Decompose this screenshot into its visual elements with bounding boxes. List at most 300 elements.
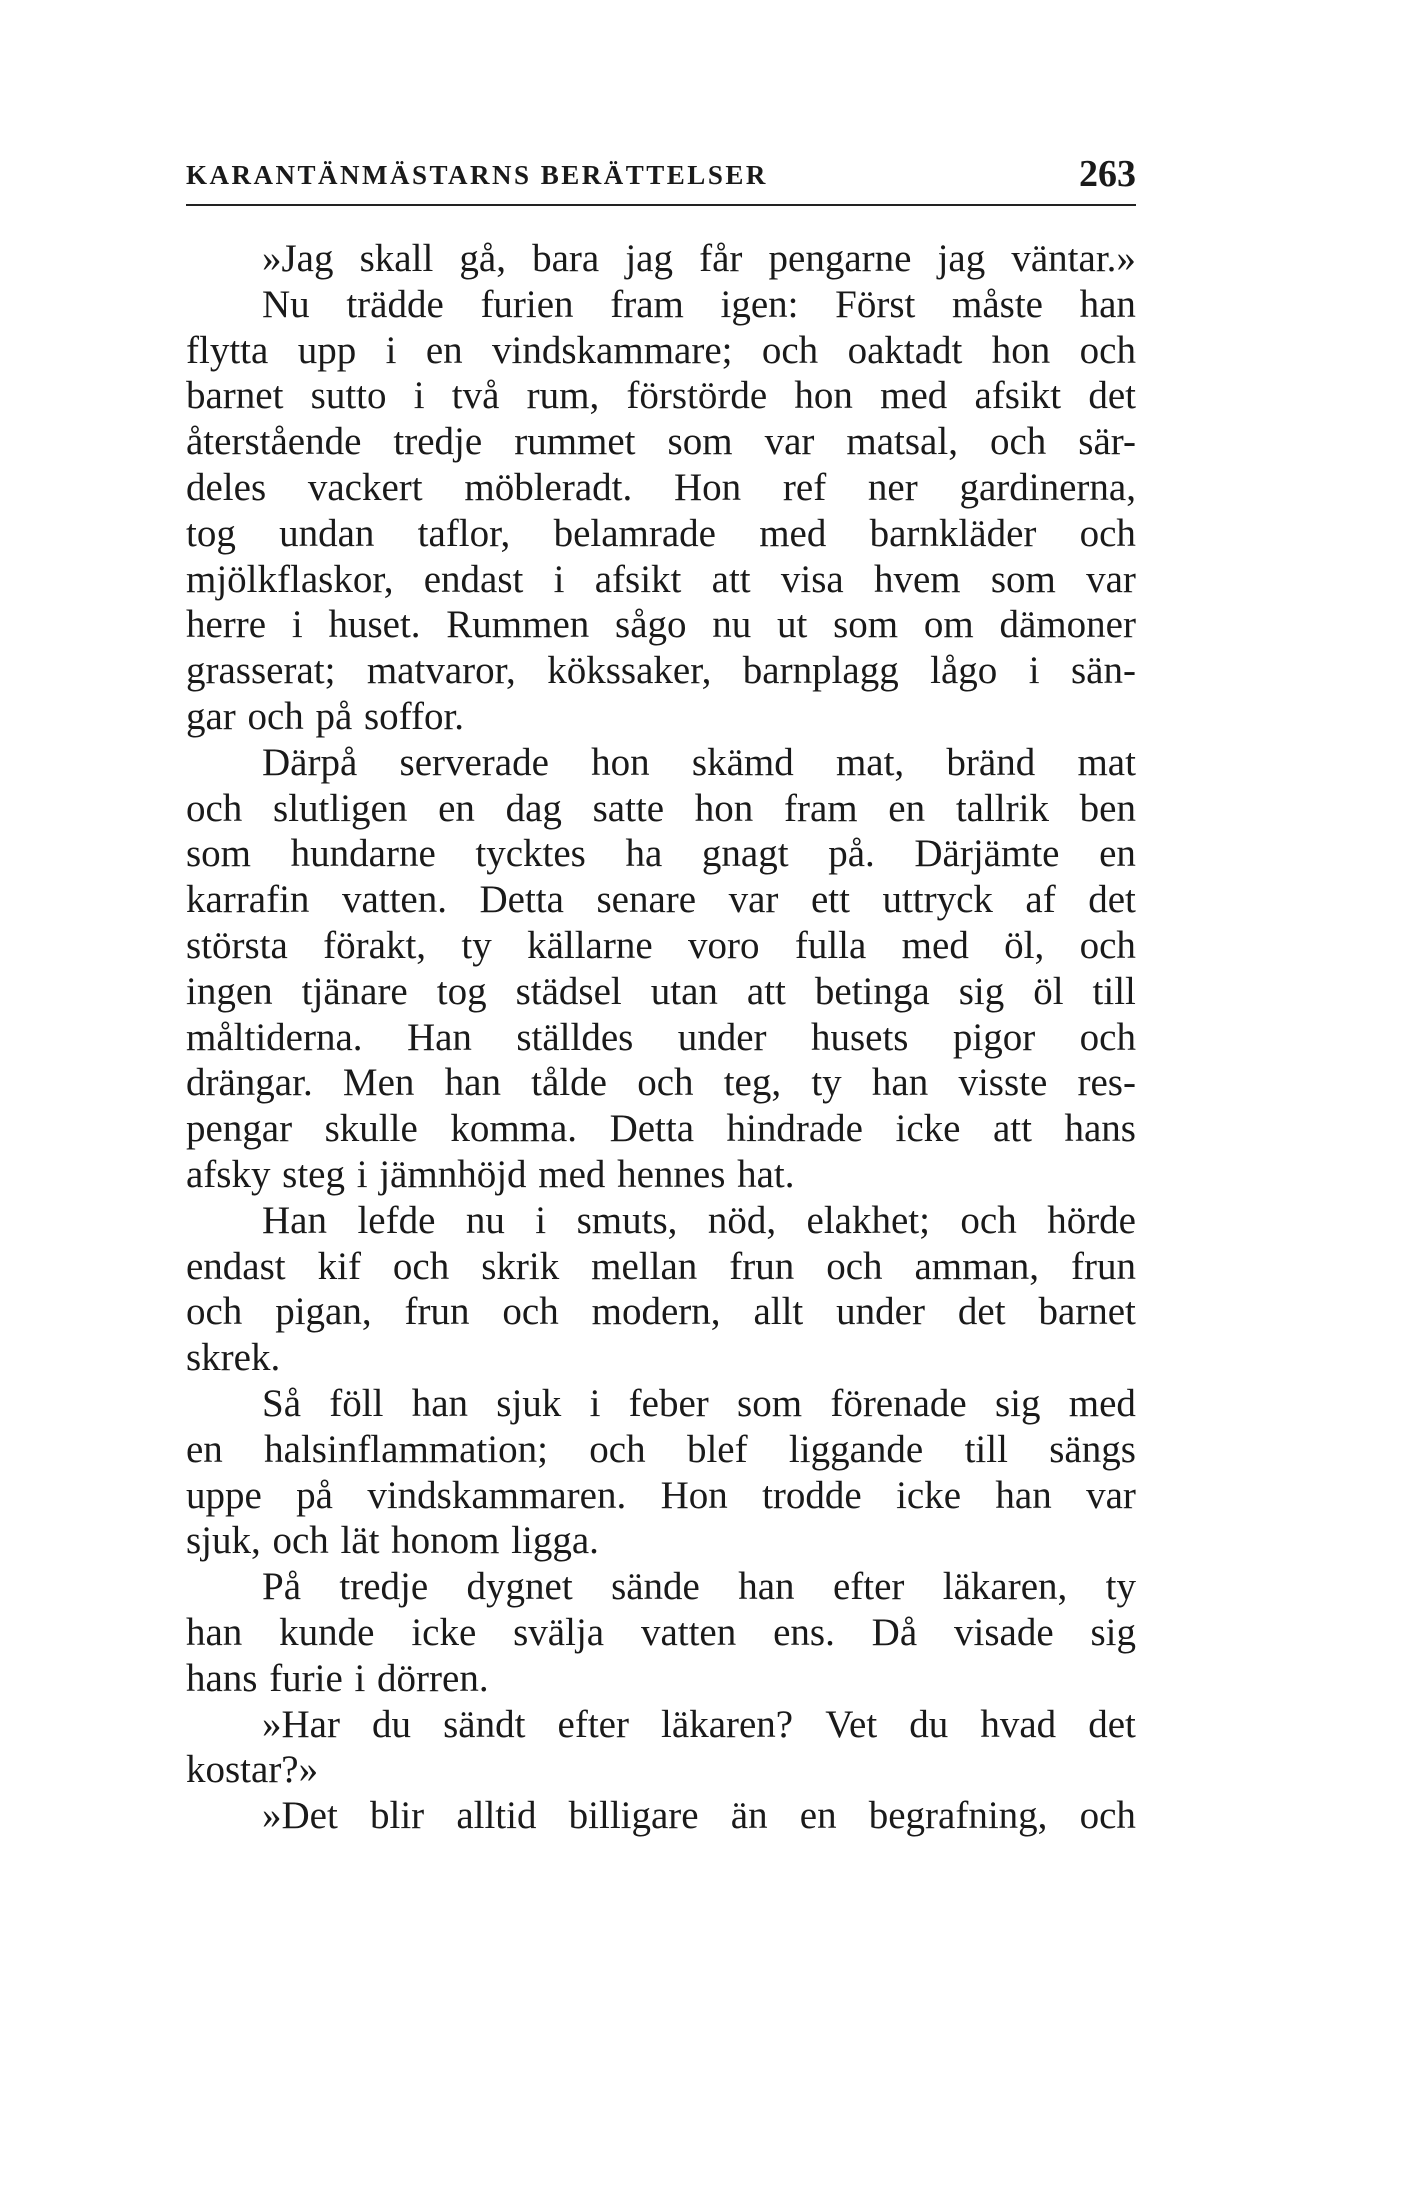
word: han [186,1610,243,1654]
word: vackert [307,465,423,509]
text-line [186,694,1136,740]
text-line [186,1244,1136,1290]
word: sän- [1070,649,1136,693]
word: jämnhöjd [379,1152,527,1196]
word: »Har [262,1702,340,1746]
word: jag [625,237,673,280]
word: frun [729,1244,795,1288]
word: blef [686,1427,748,1471]
text-line [186,1198,1136,1244]
word: vatten [640,1610,737,1654]
word: med [759,511,827,555]
text-line [186,1427,1136,1473]
word: han [738,1565,795,1609]
word: begrafning, [868,1794,1048,1838]
word: kostar?» [186,1748,319,1792]
text-line [186,1564,1136,1610]
word: en [438,786,475,830]
word: på [315,694,353,738]
text-line [186,557,1136,603]
word: utan [650,969,718,1013]
word: nu [712,603,752,647]
word: Först [835,282,916,326]
word: trädde [346,282,444,326]
word: föll [329,1381,384,1425]
word: rummet [514,420,636,464]
word: han [444,1061,501,1105]
word: nöd, [707,1198,777,1242]
word: skämd [691,740,794,784]
word: husets [810,1015,909,1059]
word: svälja [513,1610,605,1654]
word: Nu [262,282,310,326]
word: huset. [328,603,421,647]
text-line [186,1473,1136,1519]
word: med [901,923,969,967]
word: hundarne [290,832,436,876]
word: kökssaker, [547,649,712,693]
word: hans [1064,1107,1136,1151]
word: att [746,969,786,1013]
word: sändt [443,1702,526,1746]
word: det [957,1290,1006,1334]
word: Så [262,1381,301,1425]
word: herre [186,603,267,647]
word: ingen [186,969,273,1013]
word: visa [780,557,844,601]
word: frun [1071,1244,1136,1288]
word: serverade [399,740,549,784]
word: hörde [1047,1198,1136,1242]
word: smuts, [576,1198,678,1242]
word: läkaren? [661,1702,794,1746]
word: kunde [279,1610,375,1654]
word: fram [610,282,684,326]
word: »Jag [262,237,334,280]
word: dörren. [377,1656,489,1700]
page-number: 263 [1079,153,1136,195]
word: slutligen [273,786,408,830]
word: var [1086,557,1136,601]
word: efter [832,1565,905,1609]
word: och [502,1290,559,1334]
word: ett [810,878,850,922]
word: gar [186,694,236,738]
word: afsikt [594,557,682,601]
word: upp [297,328,357,372]
word: betinga [814,969,930,1013]
word: han [1079,282,1136,326]
word: och [826,1244,883,1288]
word: i [385,328,397,372]
word: en [888,786,926,830]
word: dag [505,786,562,830]
word: tallrik [955,786,1049,830]
word: och [272,1519,329,1563]
word: barnet [186,374,284,418]
word: i [1028,649,1040,693]
word: Då [871,1610,918,1654]
word: i [291,603,303,647]
word: på [296,1473,333,1517]
word: dygnet [466,1565,573,1609]
word: sände [611,1565,700,1609]
word: icke [896,1473,962,1517]
word: en [1099,832,1136,876]
word: med [880,374,948,418]
word: ens. [773,1610,835,1654]
word: och [1079,923,1136,967]
word: vindskammaren. [367,1473,627,1517]
word: och [186,1290,243,1334]
word: sig [1090,1610,1136,1654]
word: igen: [720,282,799,326]
word: Rummen [446,603,590,647]
word: gå, [459,237,506,280]
word: skrik [481,1244,560,1288]
text-line [186,1747,1136,1793]
word: du [909,1702,949,1746]
word: afsky [186,1152,271,1196]
text-line [186,602,1136,648]
word: hvad [980,1702,1057,1746]
word: På [262,1565,301,1609]
word: furien [480,282,574,326]
word: visste [958,1061,1048,1105]
word: pengar [186,1107,293,1151]
word: ty [811,1061,842,1105]
word: ställdes [516,1015,634,1059]
word: Vet [825,1702,878,1746]
word: Detta [609,1107,695,1151]
word: »Det [262,1794,338,1838]
word: Hon [673,465,742,509]
body-text [186,236,1136,1839]
word: som [667,420,733,464]
word: tredje [393,420,483,464]
word: som [990,557,1056,601]
word: var [764,420,815,464]
word: städsel [515,969,622,1013]
text-line [186,648,1136,694]
word: än [730,1794,768,1838]
word: res- [1077,1061,1136,1105]
text-line [186,1610,1136,1656]
word: skulle [324,1107,418,1151]
word: i [356,1152,368,1196]
word: endast [186,1244,286,1288]
word: barnplagg [742,649,899,693]
word: bränd [946,740,1036,784]
word: allt [753,1290,804,1334]
word: matvaror, [366,649,516,693]
word: frun [404,1290,470,1334]
word: och [1079,1015,1136,1059]
word: efter [557,1702,629,1746]
word: barnkläder [869,511,1037,555]
word: Hon [660,1473,728,1517]
word: icke [411,1610,477,1654]
word: barnet [1038,1290,1136,1334]
word: visade [954,1610,1054,1654]
text-line [186,1381,1136,1427]
text-line [186,419,1136,465]
word: gardinerna, [959,465,1136,509]
word: kif [317,1244,361,1288]
word: Därjämte [914,832,1060,876]
word: öl, [1004,923,1045,967]
word: soffor. [364,694,465,738]
word: matsal, [846,420,958,464]
word: det [1088,374,1136,418]
text-line [186,923,1136,969]
word: icke [895,1107,961,1151]
running-title: KARANTÄNMÄSTARNS BERÄTTELSER [186,160,768,190]
word: hindrade [726,1107,863,1151]
word: får [699,237,743,280]
word: i [553,557,565,601]
word: uppe [186,1473,262,1517]
word: hon [794,374,853,418]
word: taflor, [417,511,511,555]
word: voro [688,923,760,967]
word: tog [186,511,236,555]
word: Han [262,1198,327,1242]
word: undan [279,511,375,555]
word: ref [782,465,827,509]
word: återstående [186,420,362,464]
word: Men [342,1061,415,1105]
word: väntar.» [1011,237,1136,280]
word: pigor [952,1015,1036,1059]
word: hans [186,1656,258,1700]
word: var [1086,1473,1136,1517]
word: ben [1079,786,1136,830]
word: satte [592,786,665,830]
word: karrafin [186,878,310,922]
word: skall [359,237,434,280]
word: till [1092,969,1136,1013]
word: och [1079,328,1136,372]
word: till [964,1427,1008,1471]
text-line [186,1702,1136,1748]
word: en [425,328,463,372]
word: och [589,1427,646,1471]
word: en [186,1427,223,1471]
word: och [960,1198,1017,1242]
word: skrek. [186,1336,281,1380]
word: det [1088,878,1136,922]
word: billigare [568,1794,699,1838]
word: och [989,420,1047,464]
word: hvem [873,557,961,601]
word: under [836,1290,925,1334]
text-line [186,1152,1136,1198]
word: med [538,1152,606,1196]
word: och [761,328,819,372]
word: deles [186,465,267,509]
word: steg [282,1152,345,1196]
word: förakt, [323,923,427,967]
header-rule [186,204,1136,206]
word: sutto [310,374,387,418]
word: i [354,1656,366,1700]
word: lågo [930,649,998,693]
word: mjölkflaskor, [186,557,394,601]
word: flytta [186,328,269,372]
text-line [186,511,1136,557]
text-line [186,328,1136,374]
word: mat, [835,740,905,784]
word: förstörde [626,374,768,418]
word: vindskammare; [492,328,733,372]
word: att [993,1107,1032,1151]
word: af [1025,878,1056,922]
word: endast [423,557,524,601]
word: hon [591,740,650,784]
word: pengarne [768,237,912,280]
word: tredje [339,1565,429,1609]
running-head [186,150,1136,200]
word: komma. [450,1107,578,1151]
word: vatten. [341,878,447,922]
text-line [186,282,1136,328]
word: gnagt [701,832,789,876]
word: ner [867,465,918,509]
word: det [1088,1702,1136,1746]
word: afsikt [974,374,1062,418]
word: med [1068,1381,1136,1425]
word: öl [1033,969,1064,1013]
word: du [372,1702,412,1746]
word: Han [406,1015,472,1059]
word: hon [991,328,1051,372]
word: och [247,694,304,738]
text-line [186,1289,1136,1335]
word: hat. [737,1152,795,1196]
word: alltid [456,1794,537,1838]
word: i [589,1381,601,1425]
word: feber [628,1381,709,1425]
word: fulla [794,923,867,967]
word: om [923,603,974,647]
word: största [186,923,288,967]
word: förenade [830,1381,967,1425]
text-line [186,969,1136,1015]
word: halsinflammation; [264,1427,548,1471]
word: uttryck [882,878,993,922]
word: källarne [527,923,653,967]
word: två [451,374,500,418]
word: under [677,1015,767,1059]
text-line [186,465,1136,511]
word: som [833,603,899,647]
word: modern, [591,1290,721,1334]
word: bara [532,237,600,280]
word: och [1079,511,1136,555]
word: och [186,786,243,830]
word: rum, [526,374,600,418]
word: tålde [531,1061,607,1105]
word: som [737,1381,803,1425]
word: jag [937,237,986,280]
word: furie [269,1656,343,1700]
word: Detta [479,878,564,922]
word: och [392,1244,450,1288]
word: sig [995,1381,1041,1425]
word: belamrade [553,511,716,555]
word: mat [1077,740,1136,784]
word: sågo [615,603,687,647]
text-line [186,740,1136,786]
word: grasserat; [186,649,336,693]
word: han [871,1061,929,1105]
word: hon [694,786,754,830]
word: tjänare [301,969,408,1013]
word: läkaren, [942,1565,1068,1609]
word: ha [625,832,663,876]
text-line [186,786,1136,832]
word: ty [461,923,492,967]
word: och [1079,1794,1136,1838]
word: han [411,1381,469,1425]
text-line [186,1060,1136,1106]
word: amman, [914,1244,1040,1288]
text-line [186,1518,1136,1564]
word: fram [783,786,858,830]
word: lefde [357,1198,436,1242]
word: måltiderna. [186,1015,363,1059]
word: oaktadt [847,328,963,372]
text-line [186,1335,1136,1381]
text-line [186,1015,1136,1061]
word: teg, [723,1061,782,1105]
word: sär- [1078,420,1136,464]
word: mellan [591,1244,698,1288]
word: blir [369,1794,425,1838]
word: och [637,1061,694,1105]
word: sjuk, [186,1519,261,1563]
word: tycktes [475,832,586,876]
text-line [186,1656,1136,1702]
word: Därpå [262,740,358,784]
word: dämoner [999,603,1136,647]
word: honom [391,1519,500,1563]
text-line [186,877,1136,923]
word: i [413,374,425,418]
word: liggande [788,1427,924,1471]
word: elakhet; [806,1198,930,1242]
word: trodde [762,1473,862,1517]
word: sig [958,969,1005,1013]
word: ligga. [511,1519,599,1563]
word: på. [828,832,875,876]
word: han [995,1473,1052,1517]
text-line [186,1793,1136,1839]
word: pigan, [275,1290,372,1334]
word: en [799,1794,837,1838]
word: hennes [617,1152,726,1196]
word: nu [465,1198,505,1242]
text-line [186,831,1136,877]
word: sjuk [496,1381,562,1425]
word: måste [952,282,1043,326]
word: tog [436,969,487,1013]
word: sängs [1049,1427,1136,1471]
word: ut [777,603,808,647]
text-line [186,1106,1136,1152]
word: lät [340,1519,380,1563]
